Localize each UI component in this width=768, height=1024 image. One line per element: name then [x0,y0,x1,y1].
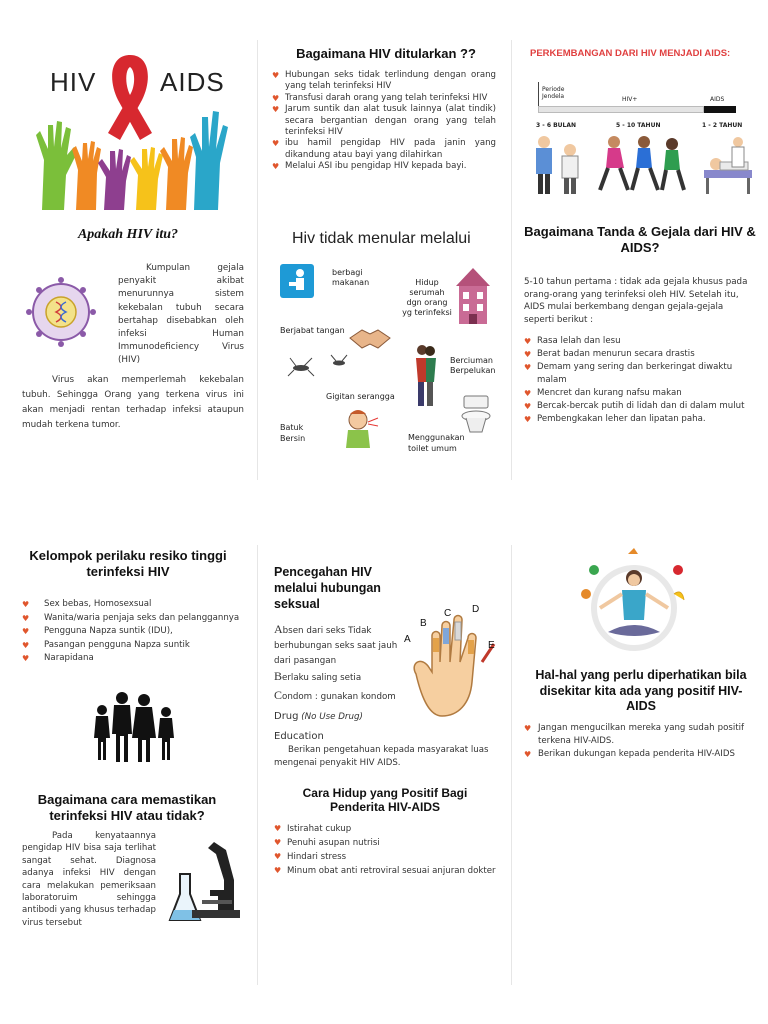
logo-aids-text: AIDS [160,67,225,97]
list-item: ♥ Hubungan seks tidak terlindung dengan orang yang telah terinfeksi HIV [272,70,496,93]
abc-b-text: erlaku saling setia [282,673,362,683]
running-people-icon [598,134,688,196]
not-spread-infographic [274,226,500,466]
confirm-infection-title: Bagaimana cara memastikan terinfeksi HIV atau tidak? [37,792,217,823]
prevention-title: Pencegahan HIV melalui hubungan seksual [274,565,381,611]
mosquito-icon [328,352,350,374]
development-timeline [530,64,756,200]
abcde-letter: D [472,604,480,615]
abcde-letter: C [444,608,452,619]
mosquito-icon [286,356,316,378]
panel-what-is-hiv [0,0,256,512]
list-item: ♥ Sex bebas, Homosexsual [22,598,244,612]
risk-groups-list [22,598,244,666]
list-item: ♥ Penuhi asupan nutrisi [274,836,496,850]
share-food-label: berbagi makanan [332,268,370,287]
panel-risk-groups [0,512,256,1024]
raised-hands-icon [30,45,230,215]
hiv-virus-icon [14,270,109,355]
insect-bite-label: Gigitan serangga [326,392,395,401]
abcde-letter: B [420,618,427,629]
abcde-letter: E [488,640,495,651]
abc-e-text: Education [274,731,324,742]
positive-living-list [274,822,496,878]
list-item: ♥ Melalui ASI ibu pengidap HIV kepada bayi. [272,161,496,172]
toilet-icon [458,394,494,434]
abcde-letter: A [274,622,283,636]
transmission-title: Bagaimana HIV ditularkan ?? [296,46,476,61]
abc-a-line [274,622,408,669]
kiss-hug-label: Berciuman Berpelukan [450,356,496,375]
cough-sneeze-label: Batuk Bersin [280,423,306,443]
hiv-positive-label: HIV+ [622,96,638,103]
list-item: ♥ Pengguna Napza suntik (IDU), [22,625,244,639]
abcde-letter: A [404,634,411,645]
abcde-letter: B [274,669,283,683]
list-item: ♥ ibu hamil pengidap HIV pada janin yang dikandung atau bayi yang dilahirkan [272,138,496,161]
symptoms-list [524,335,756,426]
abc-c-text: ondom : gunakan kondom [282,692,396,702]
symptoms-title: Bagaimana Tanda & Gejala dari HIV & AIDS? [524,224,756,255]
coughing-child-icon [340,408,380,456]
abc-c-line [274,686,408,747]
hiv-aids-logo [30,45,230,215]
doctor-patient-icon [530,134,586,196]
hospital-bed-icon [702,134,756,196]
hugging-couple-icon [412,342,440,408]
panel-transmission [258,0,514,512]
timeline-bar [538,106,704,113]
panel-development [512,0,768,512]
symptoms-intro: 5-10 tahun pertama : tidak ada gejala khusus pada orang-orang yang terinfeksi oleh HIV. Setelah itu, AIDS mulai berkembang dengan gejala-gejala seperti berikut : [524,277,748,325]
list-item: ♥ Jarum suntik dan alat tusuk lainnya (alat tindik) secara bergantian dengan orang yang telah terinfeksi HIV [272,104,496,138]
panel-care [512,512,768,1024]
list-item: ♥ Istirahat cukup [274,822,496,836]
public-toilet-label: Menggunakan toilet umum [408,433,465,453]
list-item: ♥ Pasangan pengguna Napza suntik [22,639,244,653]
what-is-hiv-body2: Virus akan memperlemah kekebalan tubuh. Sehingga Orang yang terkena virus ini akan menjadi rentan terhadap infeksi ataupun mudah terkena tumor. [22,375,244,430]
abcde-letter: C [274,688,283,702]
what-is-hiv-body1: Kumpulan gejala penyakit akibat menurunnya sistem kekebalan tubuh secara bertahap disebabkan oleh infeksi Human Immunodeficiency Virus (HIV) [118,263,244,366]
aids-label: AIDS [710,96,725,103]
not-spread-title: Hiv tidak menular melalui [292,230,471,247]
handshake-label: Berjabat tangan [280,326,345,335]
share-food-icon [280,264,314,298]
care-list [524,722,744,761]
abcde-text [274,622,408,747]
list-item: ♥ Demam yang sering dan berkeringat diwaktu malam [524,361,756,387]
window-period-label: Periode Jendela [542,86,565,100]
timeline-aids-bar [704,106,736,113]
abc-a-text: bsen dari seks Tidak berhubungan seks saat jauh dari pasangan [274,626,398,666]
handshake-icon [348,322,392,352]
abc-d-label: Drug [274,711,299,722]
stage-label: 1 - 2 TAHUN [702,122,743,129]
abc-d-text: (No Use Drug) [301,712,363,722]
prevention-body: Berikan pengetahuan kepada masyarakat luas mengenai penyakit HIV AIDS. [274,745,489,768]
live-together-label: Hidup serumah dgn orang yg terinfeksi [402,278,452,317]
list-item: ♥ Pembengkakan leher dan lipatan paha. [524,413,756,426]
positive-living-title: Cara Hidup yang Positif Bagi Penderita HIV-AIDS [302,786,468,814]
what-is-hiv-title: Apakah HIV itu? [77,227,179,242]
risk-groups-title: Kelompok perilaku resiko tinggi terinfeksi HIV [29,548,227,579]
microscope-lab-icon [162,840,242,924]
list-item: ♥ Transfusi darah orang yang telah terinfeksi HIV [272,93,496,104]
family-silhouette-icon [92,692,178,762]
list-item: ♥ Mencret dan kurang nafsu makan [524,387,756,400]
development-title: PERKEMBANGAN DARI HIV MENJADI AIDS: [530,48,731,59]
abc-b-line [274,669,408,686]
confirm-infection-body: Pada kenyataannya pengidap HIV bisa saja terlihat sangat sehat. Diagnosa adanya infeksi HIV dengan cara melakukan pemeriksaan laboratoruim sehingga antibodi yang khusus terhadap virus tersebut [22,831,156,928]
logo-hiv-text: HIV [50,67,97,97]
list-item: ♥ Rasa lelah dan lesu [524,335,756,348]
list-item: ♥ Narapidana [22,652,244,666]
list-item: ♥ Wanita/waria penjaja seks dan pelanggannya [22,612,244,626]
list-item: ♥ Jangan mengucilkan mereka yang sudah positif terkena HIV-AIDS. [524,722,744,748]
panel-prevention [258,512,514,1024]
list-item: ♥ Berat badan menurun secara drastis [524,348,756,361]
transmission-list [272,70,496,173]
care-title: Hal-hal yang perlu diperhatikan bila disekitar kita ada yang positif HIV- AIDS [535,668,747,713]
stage-label: 5 - 10 TAHUN [616,122,661,129]
meditation-fruits-icon [574,548,694,668]
list-item: ♥ Berikan dukungan kepada penderita HIV-AIDS [524,748,744,761]
list-item: ♥ Bercak-bercak putih di lidah dan di dalam mulut [524,400,756,413]
list-item: ♥ Hindari stress [274,850,496,864]
list-item: ♥ Minum obat anti retroviral sesuai anjuran dokter [274,864,496,878]
abcde-fingers-icon [402,604,502,722]
stage-label: 3 - 6 BULAN [536,122,577,129]
house-icon [454,264,492,326]
